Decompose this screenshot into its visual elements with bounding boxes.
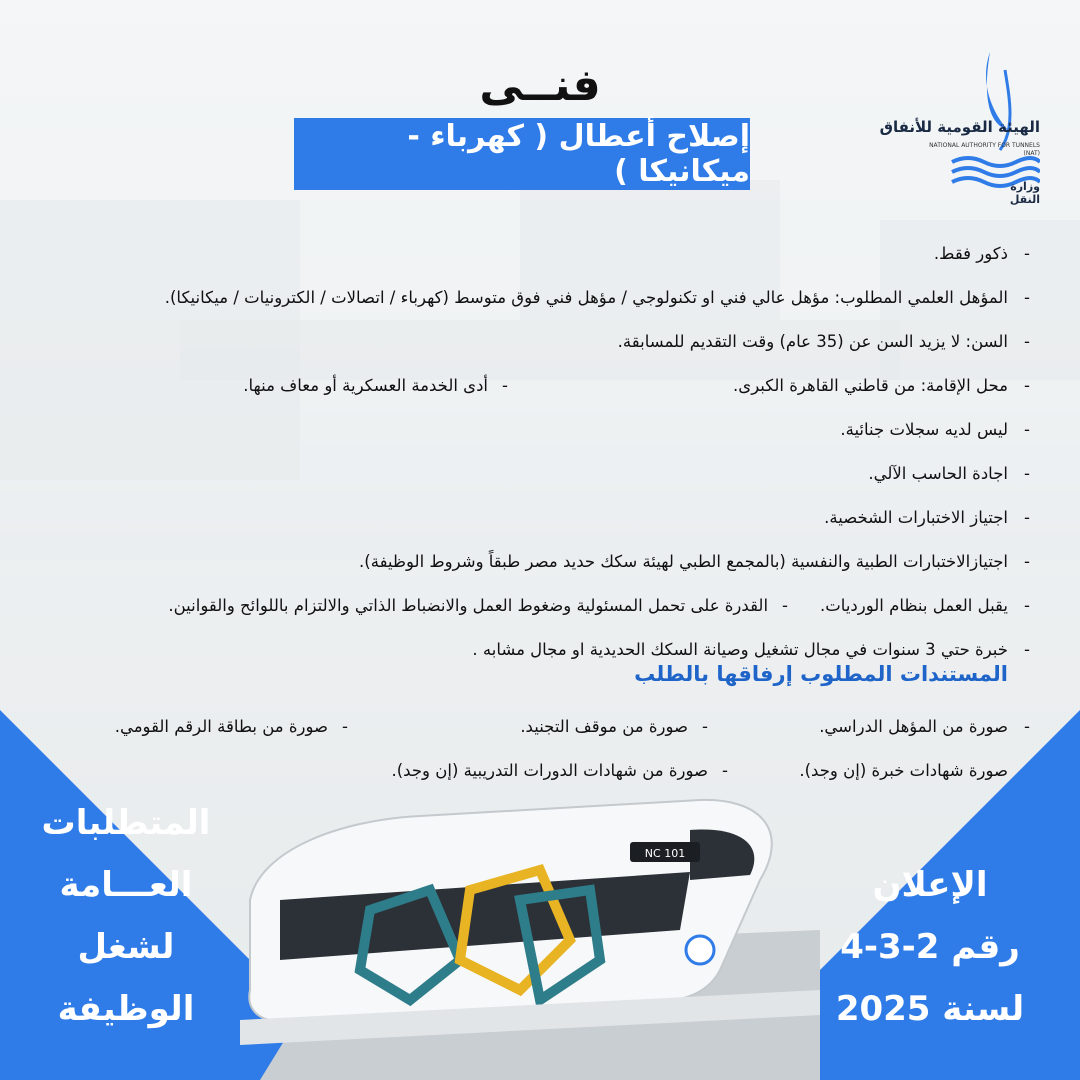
list-item: - المؤهل العلمي المطلوب: مؤهل عالي فني او تكنولوجي / مؤهل فني فوق متوسط (كهرباء / اتصالات / الكترونيات / ميكانيكا).	[164, 288, 1030, 307]
corner-right-line: الإعلان	[872, 865, 988, 905]
list-item: - اجتيازالاختبارات الطبية والنفسية (بالمجمع الطبي لهيئة سكك حديد مصر طبقاً وشروط الوظيفة).	[359, 552, 1030, 571]
requirement-text: ليس لديه سجلات جنائية.	[840, 420, 1008, 439]
requirement-inline: -أدى الخدمة العسكرية أو معاف منها.	[243, 376, 508, 395]
requirement-text: محل الإقامة: من قاطني القاهرة الكبرى.	[733, 376, 1008, 395]
corner-right-line: رقم 2-3-4	[840, 927, 1020, 967]
list-item: - محل الإقامة: من قاطني القاهرة الكبرى. -أدى الخدمة العسكرية أو معاف منها.	[68, 364, 1008, 408]
requirement-text: اجتيازالاختبارات الطبية والنفسية (بالمجمع الطبي لهيئة سكك حديد مصر طبقاً وشروط الوظيفة).	[359, 552, 1008, 571]
list-item: - صورة شهادات خبرة (إن وجد). -صورة من شهادات الدورات التدريبية (إن وجد).	[68, 749, 1008, 793]
requirement-text: اجتياز الاختبارات الشخصية.	[824, 508, 1008, 527]
logo-ministry: وزارة النقل	[1009, 180, 1040, 206]
logo-abbr: (NAT)	[1023, 150, 1040, 157]
document-text: صورة من بطاقة الرقم القومي.	[114, 717, 329, 736]
job-subtitle-banner	[294, 118, 750, 190]
document-text: صورة من المؤهل الدراسي.	[819, 717, 1008, 736]
requirement-text: خبرة حتي 3 سنوات في مجال تشغيل وصيانة السكك الحديدية او مجال مشابه .	[472, 640, 1008, 659]
job-subtitle: إصلاح أعطال ( كهرباء - ميكانيكا )	[407, 119, 750, 189]
logo-name-en: NATIONAL AUTHORITY FOR TUNNELS	[929, 142, 1040, 149]
list-item: - ذكور فقط.	[933, 244, 1030, 263]
monorail-train-image	[220, 790, 820, 1080]
list-item: - يقبل العمل بنظام الورديات. -القدرة على تحمل المسئولية وضغوط العمل والانضباط الذاتي والالتزام باللوائح والقوانين.	[68, 584, 1008, 628]
requirement-text: المؤهل العلمي المطلوب: مؤهل عالي فني او تكنولوجي / مؤهل فني فوق متوسط (كهرباء / اتصالات / الكترونيات / ميكانيكا).	[164, 288, 1008, 307]
document-text: صورة شهادات خبرة (إن وجد).	[799, 761, 1008, 780]
list-item: - ليس لديه سجلات جنائية.	[840, 420, 1030, 439]
document-inline: -صورة من شهادات الدورات التدريبية (إن وجد).	[391, 761, 728, 780]
list-item: - اجتياز الاختبارات الشخصية.	[824, 508, 1030, 527]
nat-logo	[840, 50, 1040, 210]
corner-left-line: لشغل الوظيفة	[57, 927, 195, 1029]
document-text: صورة من موقف التجنيد.	[520, 717, 689, 736]
train-badge: NC 101	[644, 847, 686, 860]
list-item: - اجادة الحاسب الآلي.	[868, 464, 1030, 483]
documents-heading: المستندات المطلوب إرفاقها بالطلب	[634, 662, 1008, 686]
list-item: - خبرة حتي 3 سنوات في مجال تشغيل وصيانة السكك الحديدية او مجال مشابه .	[472, 640, 1030, 659]
announcement-number-label	[830, 854, 1030, 1040]
requirement-text: أدى الخدمة العسكرية أو معاف منها.	[243, 376, 489, 395]
list-item: - صورة من المؤهل الدراسي. -صورة من موقف التجنيد. -صورة من بطاقة الرقم القومي.	[68, 705, 1008, 749]
document-inline: -صورة من موقف التجنيد.	[520, 717, 708, 736]
requirement-inline: -القدرة على تحمل المسئولية وضغوط العمل والانضباط الذاتي والالتزام باللوائح والقوانين.	[168, 596, 788, 615]
job-title: فنــى	[479, 60, 601, 111]
requirement-text: يقبل العمل بنظام الورديات.	[820, 596, 1008, 615]
requirement-text: السن: لا يزيد السن عن (35 عام) وقت التقديم للمسابقة.	[617, 332, 1008, 351]
corner-left-line: العـــامة	[59, 865, 193, 905]
document-text: صورة من شهادات الدورات التدريبية (إن وجد).	[391, 761, 709, 780]
list-item: - السن: لا يزيد السن عن (35 عام) وقت التقديم للمسابقة.	[617, 332, 1030, 351]
requirements-list	[68, 232, 1030, 672]
document-inline: -صورة من بطاقة الرقم القومي.	[114, 717, 348, 736]
requirement-text: ذكور فقط.	[933, 244, 1008, 263]
general-requirements-label	[26, 792, 226, 1040]
logo-name-ar: الهيئة القومية للأنفاق	[879, 118, 1040, 136]
requirement-text: اجادة الحاسب الآلي.	[868, 464, 1008, 483]
requirement-text: القدرة على تحمل المسئولية وضغوط العمل والانضباط الذاتي والالتزام باللوائح والقوانين.	[168, 596, 769, 615]
corner-right-line: لسنة 2025	[835, 989, 1025, 1029]
corner-left-line: المتطلبات	[41, 803, 211, 843]
